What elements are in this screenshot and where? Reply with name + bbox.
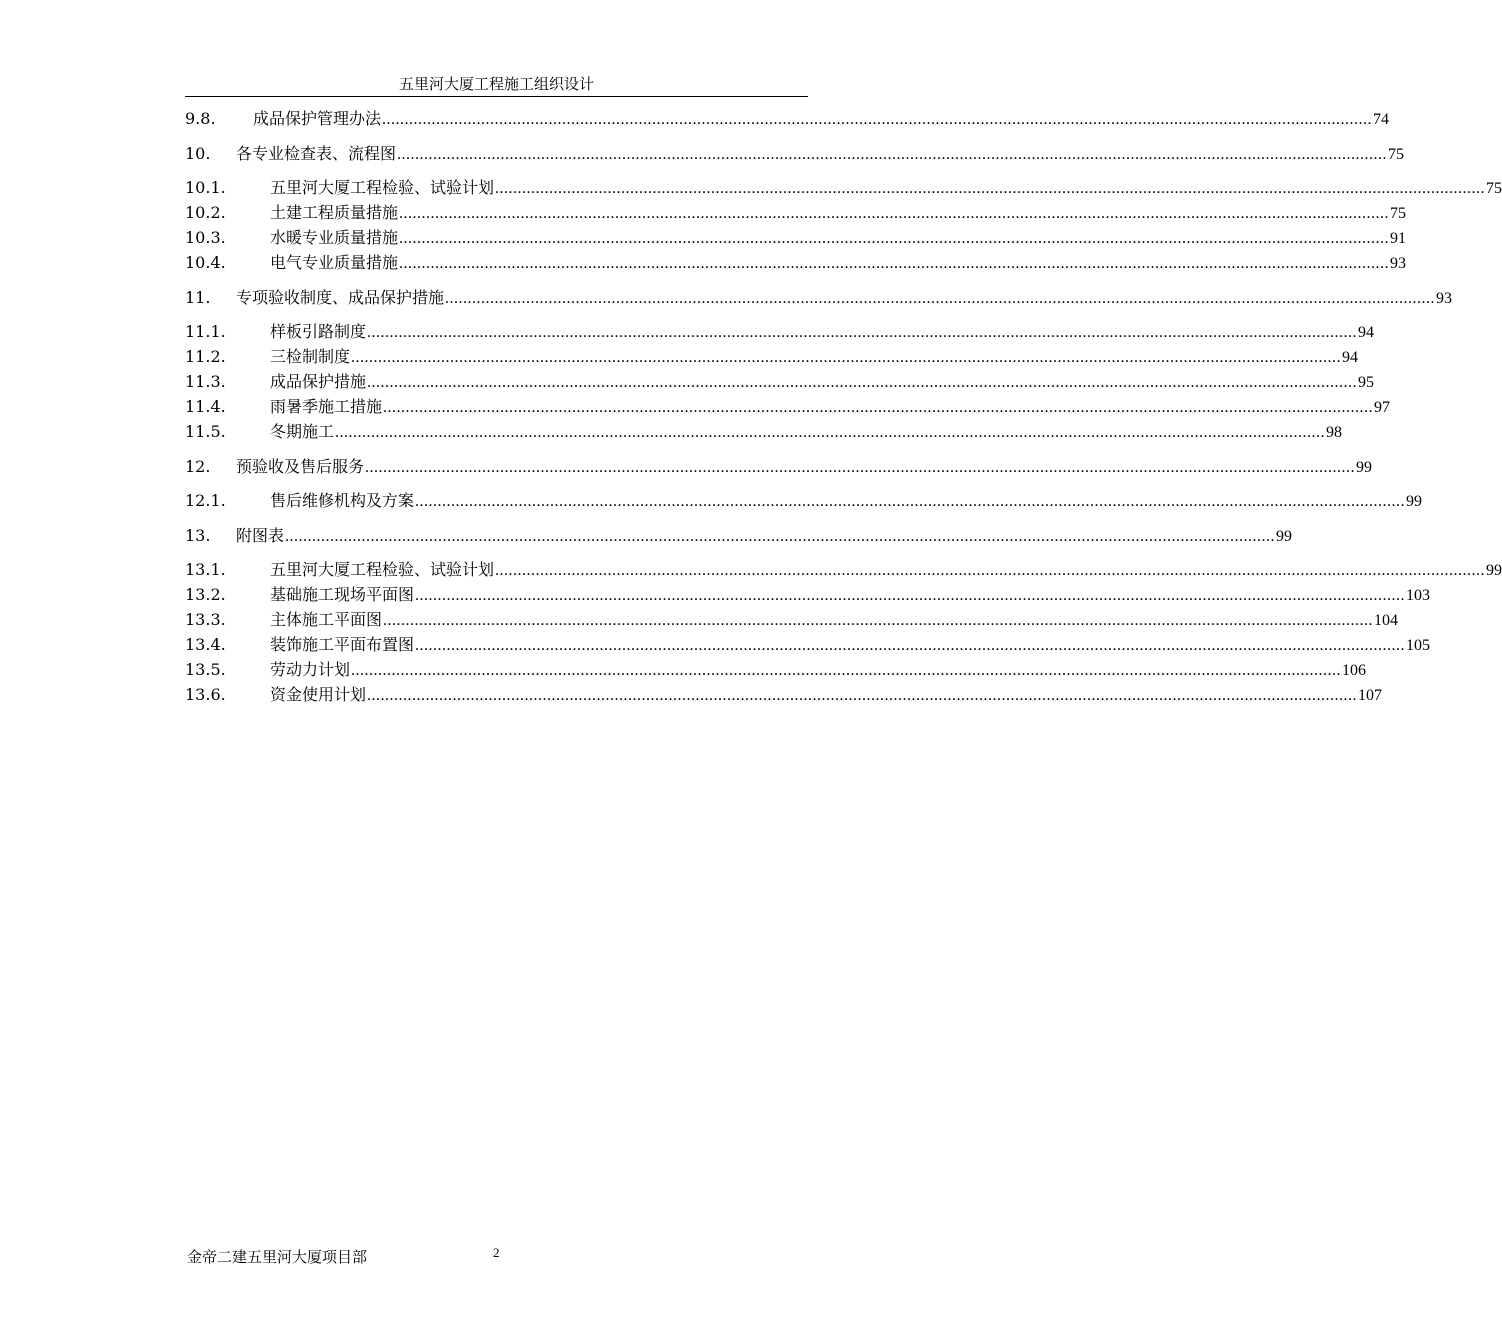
toc-entry-title: 资金使用计划 bbox=[270, 685, 367, 704]
toc-dot-leader: ............................................................................................................................................................................................................................ bbox=[365, 458, 1356, 476]
toc-entry[interactable] bbox=[185, 200, 1407, 225]
toc-entry-page: 93 bbox=[1390, 255, 1407, 272]
toc-entry-title: 主体施工平面图 bbox=[270, 610, 383, 629]
toc-entry-page: 94 bbox=[1342, 349, 1359, 366]
toc-dot-leader: ............................................................................................................................................................................................................................ bbox=[495, 562, 1486, 579]
toc-entry-page: 99 bbox=[1276, 527, 1293, 545]
toc-entry-number: 11.4. bbox=[185, 397, 226, 416]
toc-dot-leader: ............................................................................................................................................................................................................................ bbox=[399, 230, 1390, 247]
toc-entry-number: 13.6. bbox=[185, 685, 226, 704]
footer-page-number: 2 bbox=[493, 1245, 500, 1260]
toc-entry-page: 104 bbox=[1374, 612, 1399, 629]
toc-entry-title: 水暖专业质量措施 bbox=[270, 228, 399, 247]
toc-entry-number: 11.5. bbox=[185, 422, 226, 441]
toc-entry[interactable] bbox=[185, 369, 1375, 394]
toc-entry-title: 附图表 bbox=[236, 525, 285, 545]
footer-organization: 金帝二建五里河大厦项目部 bbox=[187, 1248, 368, 1266]
toc-dot-leader: ............................................................................................................................................................................................................................ bbox=[399, 255, 1390, 272]
toc-entry[interactable] bbox=[185, 175, 1502, 200]
toc-entry-title: 劳动力计划 bbox=[270, 660, 351, 679]
toc-entry-title: 土建工程质量措施 bbox=[270, 203, 399, 222]
toc-entry[interactable] bbox=[185, 607, 1399, 632]
toc-entry-page: 93 bbox=[1436, 289, 1453, 307]
toc-dot-leader: ............................................................................................................................................................................................................................ bbox=[415, 493, 1406, 510]
toc-entry-page: 75 bbox=[1486, 180, 1502, 197]
toc-dot-leader: ............................................................................................................................................................................................................................ bbox=[445, 289, 1436, 307]
toc-dot-leader: ............................................................................................................................................................................................................................ bbox=[397, 145, 1388, 163]
toc-entry[interactable] bbox=[185, 225, 1407, 250]
toc-entry-title: 专项验收制度、成品保护措施 bbox=[236, 287, 445, 307]
toc-entry-page: 99 bbox=[1486, 562, 1502, 579]
toc-entry-number: 12. bbox=[185, 456, 211, 476]
toc-entry-title: 预验收及售后服务 bbox=[236, 456, 365, 476]
toc-entry-page: 98 bbox=[1326, 424, 1343, 441]
toc-entry-title: 成品保护管理办法 bbox=[253, 109, 382, 128]
toc-dot-leader: ............................................................................................................................................................................................................................ bbox=[351, 349, 1342, 366]
running-header bbox=[185, 74, 808, 97]
toc-dot-leader: ............................................................................................................................................................................................................................ bbox=[399, 205, 1390, 222]
toc-entry-title: 五里河大厦工程检验、试验计划 bbox=[270, 560, 495, 579]
toc-entry-page: 94 bbox=[1358, 324, 1375, 341]
toc-entry-title: 售后维修机构及方案 bbox=[270, 491, 415, 510]
toc-entry[interactable] bbox=[185, 632, 1431, 657]
toc-entry[interactable] bbox=[185, 682, 1383, 707]
toc-entry-page: 97 bbox=[1374, 399, 1391, 416]
toc-entry-page: 105 bbox=[1406, 637, 1431, 654]
toc-entry-title: 各专业检查表、流程图 bbox=[236, 143, 397, 163]
toc-entry-page: 74 bbox=[1373, 111, 1390, 128]
toc-entry-number: 13.5. bbox=[185, 660, 226, 679]
toc-entry-title: 装饰施工平面布置图 bbox=[270, 635, 415, 654]
table-of-contents bbox=[185, 106, 1502, 707]
toc-entry[interactable] bbox=[185, 250, 1407, 275]
toc-dot-leader: ............................................................................................................................................................................................................................ bbox=[495, 180, 1486, 197]
toc-entry[interactable] bbox=[185, 557, 1502, 582]
toc-entry-title: 基础施工现场平面图 bbox=[270, 585, 415, 604]
toc-entry[interactable] bbox=[185, 582, 1431, 607]
toc-entry-number: 10.4. bbox=[185, 253, 226, 272]
toc-entry-title: 三检制制度 bbox=[270, 347, 351, 366]
toc-entry-page: 103 bbox=[1406, 587, 1431, 604]
toc-entry-page: 99 bbox=[1406, 493, 1423, 510]
toc-entry[interactable] bbox=[185, 285, 1453, 310]
toc-entry-page: 95 bbox=[1358, 374, 1375, 391]
toc-entry-title: 冬期施工 bbox=[270, 422, 335, 441]
toc-entry-page: 99 bbox=[1356, 458, 1373, 476]
toc-dot-leader: ............................................................................................................................................................................................................................ bbox=[367, 324, 1358, 341]
toc-entry-title: 样板引路制度 bbox=[270, 322, 367, 341]
toc-entry[interactable] bbox=[185, 419, 1343, 444]
toc-entry-page: 91 bbox=[1390, 230, 1407, 247]
toc-entry-number: 10. bbox=[185, 143, 211, 163]
toc-entry-number: 10.2. bbox=[185, 203, 226, 222]
toc-dot-leader: ............................................................................................................................................................................................................................ bbox=[351, 662, 1342, 679]
toc-dot-leader: ............................................................................................................................................................................................................................ bbox=[285, 527, 1276, 545]
toc-entry-number: 12.1. bbox=[185, 491, 226, 510]
toc-entry[interactable] bbox=[185, 523, 1293, 548]
toc-entry[interactable] bbox=[185, 106, 1390, 131]
toc-entry-number: 11.1. bbox=[185, 322, 226, 341]
toc-entry-page: 107 bbox=[1358, 687, 1383, 704]
toc-entry-number: 13.4. bbox=[185, 635, 226, 654]
toc-dot-leader: ............................................................................................................................................................................................................................ bbox=[367, 687, 1358, 704]
toc-entry-number: 13.2. bbox=[185, 585, 226, 604]
toc-entry[interactable] bbox=[185, 344, 1359, 369]
toc-dot-leader: ............................................................................................................................................................................................................................ bbox=[367, 374, 1358, 391]
toc-entry[interactable] bbox=[185, 657, 1367, 682]
toc-entry-number: 11.2. bbox=[185, 347, 226, 366]
toc-entry[interactable] bbox=[185, 488, 1423, 513]
toc-entry-number: 13.3. bbox=[185, 610, 226, 629]
toc-entry-title: 成品保护措施 bbox=[270, 372, 367, 391]
toc-entry-number: 11. bbox=[185, 287, 211, 307]
toc-entry-title: 雨暑季施工措施 bbox=[270, 397, 383, 416]
toc-dot-leader: ............................................................................................................................................................................................................................ bbox=[383, 399, 1374, 416]
toc-entry-number: 10.3. bbox=[185, 228, 226, 247]
toc-entry-title: 电气专业质量措施 bbox=[270, 253, 399, 272]
toc-dot-leader: ............................................................................................................................................................................................................................ bbox=[383, 612, 1374, 629]
toc-dot-leader: ............................................................................................................................................................................................................................ bbox=[415, 587, 1406, 604]
toc-entry-number: 13. bbox=[185, 525, 211, 545]
toc-entry-number: 9.8. bbox=[185, 109, 216, 128]
toc-entry[interactable] bbox=[185, 319, 1375, 344]
toc-entry-title: 五里河大厦工程检验、试验计划 bbox=[270, 178, 495, 197]
toc-entry-page: 75 bbox=[1388, 145, 1405, 163]
toc-entry-number: 13.1. bbox=[185, 560, 226, 579]
toc-entry-page: 75 bbox=[1390, 205, 1407, 222]
toc-dot-leader: ............................................................................................................................................................................................................................ bbox=[382, 111, 1373, 128]
toc-dot-leader: ............................................................................................................................................................................................................................ bbox=[335, 424, 1326, 441]
toc-entry[interactable] bbox=[185, 141, 1405, 166]
toc-entry-page: 106 bbox=[1342, 662, 1367, 679]
header-title: 五里河大厦工程施工组织设计 bbox=[398, 75, 594, 93]
toc-dot-leader: ............................................................................................................................................................................................................................ bbox=[415, 637, 1406, 654]
toc-entry[interactable] bbox=[185, 454, 1373, 479]
toc-entry[interactable] bbox=[185, 394, 1391, 419]
toc-entry-number: 10.1. bbox=[185, 178, 226, 197]
toc-entry-number: 11.3. bbox=[185, 372, 226, 391]
